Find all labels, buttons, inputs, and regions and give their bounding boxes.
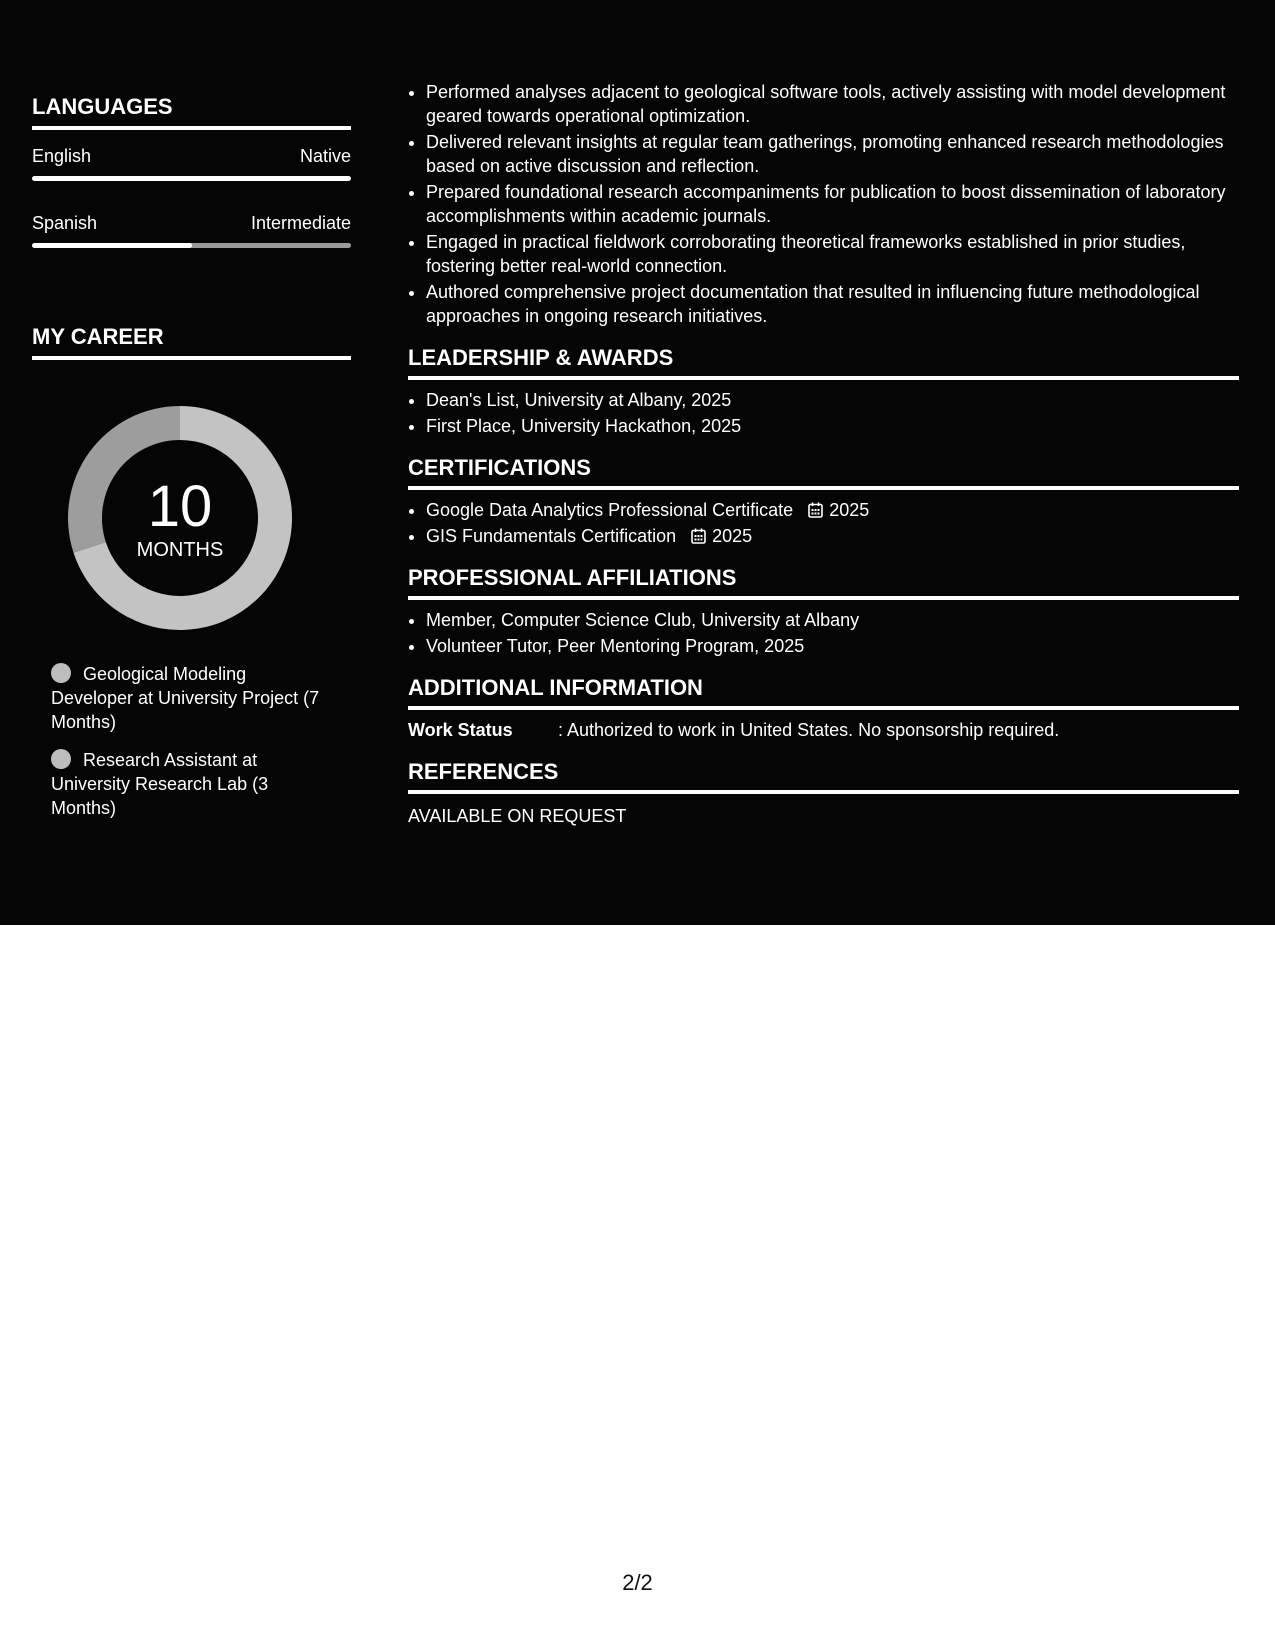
page-number: 2/2	[622, 1570, 653, 1595]
experience-bullet: • Delivered relevant insights at regular team gatherings, promoting enhanced research methodologies based on active discussion and reflection.	[426, 130, 1239, 178]
main-content	[408, 80, 1239, 828]
sidebar	[32, 92, 351, 834]
certification-year: 2025	[829, 500, 870, 520]
references-text: AVAILABLE ON REQUEST	[408, 806, 627, 826]
language-proficiency-bar	[32, 176, 351, 181]
experience-bullet: • Authored comprehensive project documentation that resulted in influencing future methodological approaches in ongoing research initiatives.	[426, 280, 1239, 328]
legend-dot-icon	[51, 663, 71, 683]
leadership-item: • Dean's List, University at Albany, 2025	[426, 388, 1239, 412]
language-proficiency-fill	[32, 176, 351, 181]
career-total-months: 10	[147, 474, 213, 539]
legend-dot-icon	[51, 749, 71, 769]
career-heading: MY CAREER	[32, 322, 351, 360]
career-total-unit: MONTHS	[136, 539, 224, 561]
career-donut-chart	[66, 404, 294, 632]
experience-bullet: • Performed analyses adjacent to geological software tools, actively assisting with model development geared towards operational optimization.	[426, 80, 1239, 128]
language-proficiency-bar	[32, 243, 351, 248]
language-item	[32, 211, 351, 248]
career-legend-text: Geological Modeling Developer at University Project (7 Months)	[51, 664, 320, 732]
experience-bullet: • Engaged in practical fieldwork corroborating theoretical frameworks established in prior studies, fostering better real-world connection.	[426, 230, 1239, 278]
certifications-list	[408, 498, 1239, 548]
experience-bullet: • Prepared foundational research accompaniments for publication to boost dissemination of laboratory accomplishments within academic journals.	[426, 180, 1239, 228]
language-item	[32, 144, 351, 181]
language-level: Native	[299, 146, 351, 166]
career-section	[32, 322, 351, 820]
career-legend-text: Research Assistant at University Research Lab (3 Months)	[51, 750, 269, 818]
certification-item	[426, 524, 1239, 548]
leadership-heading: LEADERSHIP & AWARDS	[408, 344, 1239, 380]
language-name: Spanish	[32, 213, 98, 233]
languages-heading: LANGUAGES	[32, 92, 351, 130]
affiliations-heading: PROFESSIONAL AFFILIATIONS	[408, 564, 1239, 600]
experience-bullets	[408, 80, 1239, 328]
leadership-item: • First Place, University Hackathon, 2025	[426, 414, 1239, 438]
references-heading: REFERENCES	[408, 758, 1239, 794]
career-legend-item	[51, 748, 321, 820]
work-status-row	[408, 718, 1239, 742]
career-legend	[51, 662, 321, 820]
certifications-heading: CERTIFICATIONS	[408, 454, 1239, 490]
affiliation-item: • Volunteer Tutor, Peer Mentoring Program, 2025	[426, 634, 1239, 658]
work-status-label: Work Status	[408, 720, 513, 740]
certification-year: 2025	[712, 526, 753, 546]
leadership-list	[408, 388, 1239, 438]
calendar-icon	[808, 502, 823, 518]
language-name: English	[32, 146, 92, 166]
calendar-icon	[691, 528, 706, 544]
career-legend-item	[51, 662, 321, 734]
language-level: Intermediate	[250, 213, 351, 233]
certification-name: Google Data Analytics Professional Certificate	[426, 500, 794, 520]
donut-center	[66, 404, 294, 632]
affiliation-item: • Member, Computer Science Club, University at Albany	[426, 608, 1239, 632]
additional-info-heading: ADDITIONAL INFORMATION	[408, 674, 1239, 710]
work-status-value: : Authorized to work in United States. No sponsorship required.	[558, 720, 1060, 740]
certification-item	[426, 498, 1239, 522]
certification-name: GIS Fundamentals Certification	[426, 526, 677, 546]
language-proficiency-fill	[32, 243, 192, 248]
affiliations-list	[408, 608, 1239, 658]
